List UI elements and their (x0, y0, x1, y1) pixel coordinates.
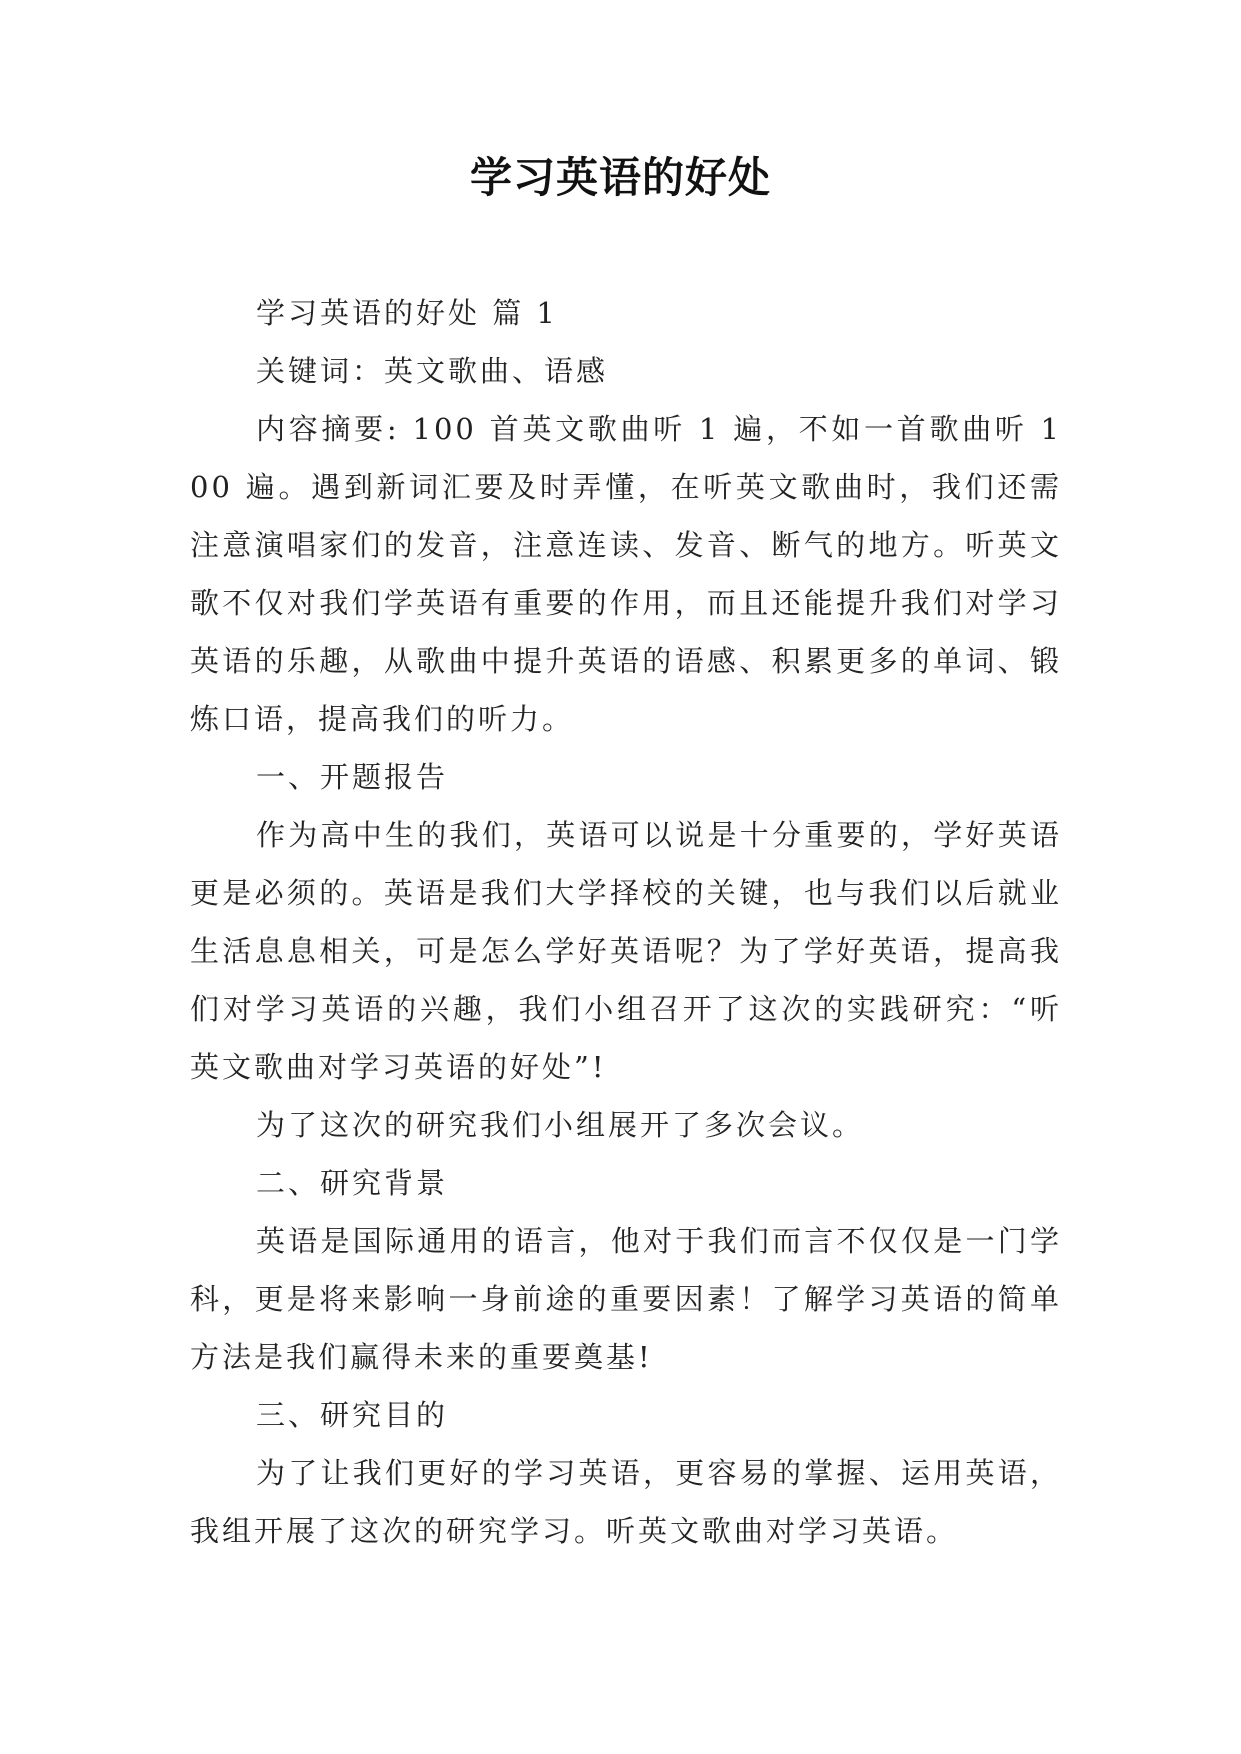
section-heading: 二、研究背景 (256, 1166, 449, 1200)
abstract-paragraph: 内容摘要: 100 首英文歌曲听 1 遍，不如一首歌曲听 100 遍。遇到新词汇要及时弄懂，在听英文歌曲时，我们还需注意演唱家们的发音，注意连读、发音、断气的地方。听英文歌不仅对我们学英语有重要的作用，而且还能提升我们对学习英语的乐趣，从歌曲中提升英语的语感、积累更多的单词、锻炼口语，提高我们的听力。 (190, 412, 1062, 736)
document-title: 学习英语的好处 (469, 153, 771, 202)
body-paragraph: 为了让我们更好的学习英语，更容易的掌握、运用英语，我组开展了这次的研究学习。听英文歌曲对学习英语。 (190, 1456, 1062, 1548)
section-heading: 三、研究目的 (256, 1398, 449, 1432)
section-heading: 学习英语的好处 篇 1 (256, 296, 558, 330)
body-paragraph: 作为高中生的我们，英语可以说是十分重要的，学好英语更是必须的。英语是我们大学择校的关键，也与我们以后就业生活息息相关，可是怎么学好英语呢？为了学好英语，提高我们对学习英语的兴趣，我们小组召开了这次的实践研究：“听英文歌曲对学习英语的好处”! (190, 818, 1062, 1084)
body-paragraph: 英语是国际通用的语言，他对于我们而言不仅仅是一门学科，更是将来影响一身前途的重要因素！了解学习英语的简单方法是我们赢得未来的重要奠基! (190, 1224, 1062, 1374)
keywords-line: 关键词：英文歌曲、语感 (256, 354, 609, 388)
body-paragraph: 为了这次的研究我们小组展开了多次会议。 (256, 1108, 865, 1142)
section-heading: 一、开题报告 (256, 760, 449, 794)
document-body (190, 284, 1062, 1560)
